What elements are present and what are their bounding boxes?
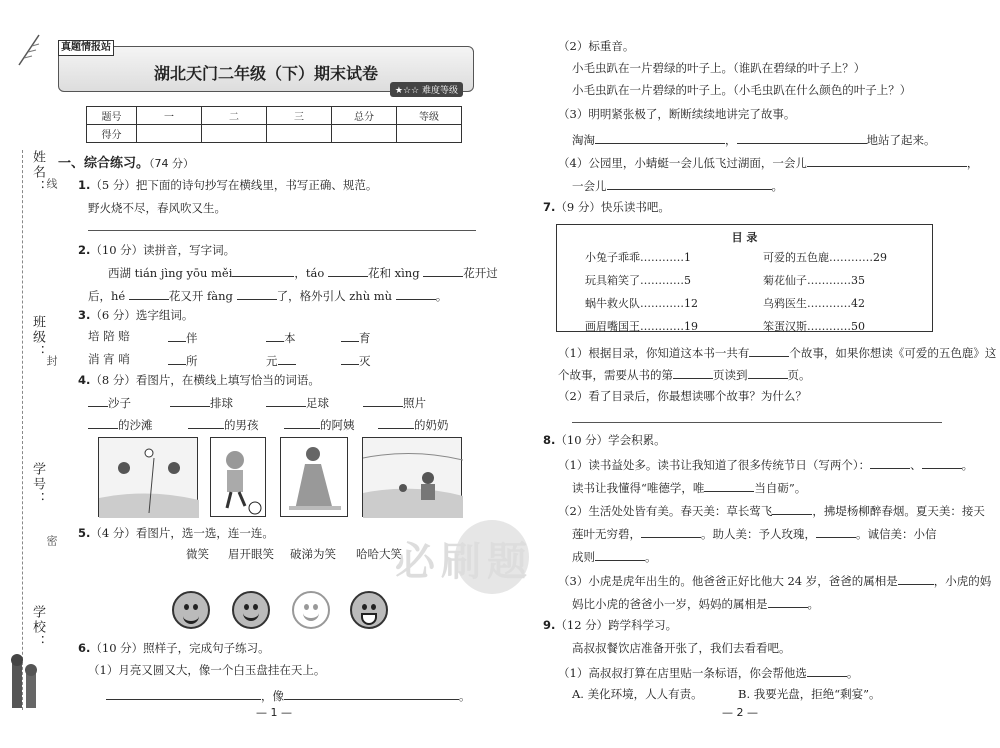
q4-number: 4.	[78, 373, 91, 387]
q4-row1	[88, 395, 426, 411]
q3-prompt	[78, 309, 193, 323]
q2-blank[interactable]	[129, 288, 169, 300]
q6-number: 6.	[78, 641, 91, 655]
toc-item: 可爱的五色鹿…………29	[763, 251, 887, 264]
q6-4-text: （4）公园里，小蜻蜓一会儿低飞过湖面，一会儿	[558, 156, 807, 170]
class-label: 班级：	[30, 315, 45, 360]
q5-prompt	[78, 527, 274, 541]
q2-pinyin: 。	[435, 289, 448, 303]
q8-number: 8.	[543, 433, 556, 447]
q6-4-blank[interactable]	[807, 155, 967, 167]
q3-row2	[88, 352, 371, 368]
q5-text: （4 分）看图片，选一选，连一连。	[90, 526, 274, 540]
score-table	[86, 106, 462, 143]
q9-text: 。	[846, 666, 859, 680]
q8-text: （1）读书益处多。读书让我知道了很多传统节日（写两个）：	[558, 458, 871, 472]
school-label: 学校：	[30, 605, 45, 650]
picture-boy-football	[210, 437, 266, 517]
q4-word: 足球	[306, 396, 329, 410]
score-input-cell[interactable]	[202, 125, 267, 143]
q2-pinyin: 花又开 fàng	[168, 289, 233, 303]
toc-title: 目 录	[731, 231, 758, 244]
toc-item-title: 菊花仙子	[763, 274, 807, 287]
q6-3-blank[interactable]	[595, 132, 725, 144]
q8-blank[interactable]	[898, 573, 934, 585]
toc-item-title: 可爱的五色鹿	[763, 251, 829, 264]
q8-text: （3）小虎是虎年出生的。他爸爸正好比他大 24 岁，爸爸的属相是	[558, 574, 898, 588]
binding-margin	[0, 0, 58, 748]
q2-blank[interactable]	[232, 265, 294, 277]
q6-2-sentence-b: 小毛虫趴在一片碧绿的叶子上。（小毛虫趴在什么颜色的叶子上？）	[572, 83, 912, 97]
q2-prompt	[78, 244, 235, 258]
header-tag: 真题情报站	[58, 40, 114, 56]
toc-item-page: 29	[873, 251, 887, 264]
q4-prompt	[78, 374, 320, 388]
toc-item: 蜗牛救火队…………12	[585, 297, 698, 310]
toc-item-page: 35	[851, 274, 865, 287]
q6-4-answer	[572, 178, 783, 194]
toc-item-page: 1	[684, 251, 691, 264]
q2-line1	[108, 265, 498, 281]
q8-text: 。	[807, 597, 819, 611]
q7-answer-line[interactable]	[572, 422, 942, 423]
q1-answer-line[interactable]	[88, 230, 476, 231]
toc-item-title: 蜗牛救火队	[585, 297, 640, 310]
watermark-text: 必刷题	[395, 539, 533, 585]
toc-item: 玩具箱笑了…………5	[585, 274, 691, 287]
toc-item: 小兔子乖乖…………1	[585, 251, 691, 264]
q8-sub2-line3	[572, 549, 657, 565]
q6-answer-row: ，像 。	[106, 688, 471, 704]
q8-sub1-line2	[572, 480, 806, 496]
q8-blank[interactable]	[641, 526, 701, 538]
q3-word: 所	[186, 354, 198, 368]
toc-item-page: 50	[851, 320, 865, 333]
toc-item-page: 5	[684, 274, 691, 287]
q7-sub1-line1	[558, 345, 996, 361]
bind-mark-xian: 线	[45, 178, 58, 189]
laughing-tears-face-icon[interactable]	[172, 591, 210, 629]
q9-prompt	[543, 619, 677, 633]
q2-pinyin: 西湖 tián jìng yōu měi	[108, 266, 233, 280]
q7-prompt	[543, 201, 670, 215]
q2-blank[interactable]	[328, 265, 368, 277]
q4-blank[interactable]	[88, 395, 108, 407]
q7-sub2: （2）看了目录后，你最想读哪个故事？为什么？	[558, 389, 807, 403]
q8-text: 妈比小虎的爸爸小一岁，妈妈的属相是	[572, 597, 768, 611]
q4-word: 的奶奶	[414, 418, 449, 432]
q3-choices: 培 陪 赔	[88, 329, 130, 343]
q8-text: 成则	[572, 550, 595, 564]
q9-intro: 高叔叔餐饮店准备开张了，我们去看看吧。	[572, 641, 791, 655]
q8-blank[interactable]	[816, 526, 856, 538]
q2-text: （10 分）读拼音，写字词。	[90, 243, 236, 257]
q8-blank[interactable]	[870, 457, 910, 469]
q9-text: （1）高叔叔打算在店里贴一条标语，你会帮他选	[558, 666, 807, 680]
q6-text: （10 分）照样子，完成句子练习。	[90, 641, 270, 655]
q6-2-sentence-a: 小毛虫趴在一片碧绿的叶子上。（谁趴在碧绿的叶子上？）	[572, 61, 866, 75]
q7-text: 页。	[787, 368, 811, 382]
q3-blank[interactable]	[278, 353, 296, 365]
q4-word: 的阿姨	[320, 418, 355, 432]
q7-blank[interactable]	[673, 367, 713, 379]
q7-blank[interactable]	[749, 345, 789, 357]
q1-poem: 野火烧不尽，春风吹又生。	[88, 201, 226, 215]
name-label: 姓名：	[30, 150, 45, 195]
q8-text: 当自砺”。	[754, 481, 807, 495]
q9-sub1	[558, 665, 858, 681]
score-input-cell[interactable]	[332, 125, 397, 143]
picture-grandma-sand	[362, 437, 462, 517]
q8-text: 莲叶无穷碧，	[572, 527, 641, 541]
q8-blank[interactable]	[922, 457, 962, 469]
score-header-cell: 二	[202, 107, 267, 125]
q8-blank[interactable]	[772, 503, 812, 515]
score-input-cell[interactable]	[397, 125, 462, 143]
q8-text: （2）生活处处皆有美。春天美：草长莺飞	[558, 504, 773, 518]
table-of-contents	[556, 224, 933, 332]
q1-text: （5 分）把下面的诗句抄写在横线里，书写正确、规范。	[90, 178, 378, 192]
bind-mark-mi: 密	[45, 535, 58, 546]
q2-pinyin: 花和 xìng	[367, 266, 420, 280]
q8-sub3-line2	[572, 596, 819, 612]
q8-text: 。	[645, 550, 657, 564]
picture-volleyball-beach	[98, 437, 198, 517]
q4-blank[interactable]	[170, 395, 210, 407]
toc-item-title: 乌鸦医生	[763, 297, 807, 310]
section-score: （74 分）	[149, 157, 195, 170]
toc-item-page: 12	[684, 297, 698, 310]
q3-blank[interactable]	[341, 353, 359, 365]
q2-line2	[88, 288, 447, 304]
q3-blank[interactable]	[341, 330, 359, 342]
q3-word: 育	[359, 331, 371, 345]
toc-item: 菊花仙子…………35	[763, 274, 865, 287]
q8-text: 读书让我懂得“唯德学，唯	[572, 481, 705, 495]
q8-blank[interactable]	[595, 549, 645, 561]
q7-text: （1）根据目录，你知道这本书一共有	[558, 346, 750, 360]
q8-sub2-line1	[558, 503, 985, 519]
q6-2-prompt: （2）标重音。	[558, 39, 635, 53]
q5-word-4[interactable]: 哈哈大笑	[356, 547, 402, 561]
q4-word: 的沙滩	[118, 418, 153, 432]
score-input-cell[interactable]	[267, 125, 332, 143]
score-header-cell: 等级	[397, 107, 462, 125]
q4-word: 沙子	[108, 396, 131, 410]
q4-blank[interactable]	[363, 395, 403, 407]
toc-item: 乌鸦医生…………42	[763, 297, 865, 310]
q5-word-1[interactable]: 微笑	[186, 547, 209, 561]
q7-text: 页读到	[713, 368, 748, 382]
q8-text: 、	[910, 458, 922, 472]
q3-word: 灭	[359, 354, 371, 368]
q6-4-period: 。	[771, 179, 783, 193]
slight-smile-face-icon[interactable]	[292, 591, 330, 629]
picture-woman-dress	[280, 437, 348, 517]
q2-number: 2.	[78, 243, 91, 257]
q8-blank[interactable]	[768, 596, 808, 608]
toc-item-title: 小兔子乖乖	[585, 251, 640, 264]
q8-text: ，拂堤杨柳醉春烟。夏天美：接天	[812, 504, 985, 518]
q6-3-comma: ，	[725, 133, 737, 147]
q4-blank[interactable]	[266, 395, 306, 407]
score-header-cell: 三	[267, 107, 332, 125]
q4-blank[interactable]	[88, 417, 118, 429]
q7-text: （9 分）快乐读书吧。	[555, 200, 670, 214]
toc-item: 笨蛋汉斯…………50	[763, 320, 865, 333]
q3-blank[interactable]	[266, 330, 284, 342]
q3-word: 元	[266, 354, 278, 368]
q4-blank[interactable]	[284, 417, 320, 429]
toc-item-page: 42	[851, 297, 865, 310]
q2-blank[interactable]	[423, 265, 463, 277]
page-number-right: — 2 —	[722, 706, 758, 719]
q6-example: （1）月亮又圆又大，像一个白玉盘挂在天上。	[88, 663, 326, 677]
exam-title: 湖北天门二年级（下）期末试卷	[153, 64, 378, 83]
score-input-cell[interactable]	[137, 125, 202, 143]
q7-blank[interactable]	[748, 367, 788, 379]
q2-blank[interactable]	[396, 288, 436, 300]
difficulty-badge: ★☆☆ 难度等级	[390, 82, 463, 97]
q8-prompt	[543, 434, 666, 448]
q3-blank[interactable]	[168, 353, 186, 365]
q7-number: 7.	[543, 200, 556, 214]
q7-text: 个故事，需要从书的第	[558, 368, 673, 382]
toc-item-page: 19	[684, 320, 698, 333]
q6-3-prompt: （3）明明紧张极了，断断续续地讲完了故事。	[558, 107, 796, 121]
q9-blank[interactable]	[807, 665, 847, 677]
q6-4-prompt	[558, 155, 978, 171]
q8-text: 。助人美：予人玫瑰，	[701, 527, 816, 541]
q6-4-yihuir: 一会儿	[572, 179, 607, 193]
q6-blank[interactable]	[284, 688, 459, 700]
toc-item-title: 画眉嘴国王	[585, 320, 640, 333]
q9-number: 9.	[543, 618, 556, 632]
toc-item: 画眉嘴国王…………19	[585, 320, 698, 333]
q3-number: 3.	[78, 308, 91, 322]
q6-3-answer	[572, 132, 936, 148]
q6-blank[interactable]	[106, 688, 261, 700]
q4-blank[interactable]	[378, 417, 414, 429]
score-header-cell: 总分	[332, 107, 397, 125]
q2-pinyin: 后，hé	[88, 289, 126, 303]
q6-4-comma: ，	[966, 156, 979, 170]
q8-text: 。诚信美：小信	[856, 527, 937, 541]
q4-row2	[88, 417, 449, 433]
q9-text: （12 分）跨学科学习。	[555, 618, 678, 632]
q3-text: （6 分）选字组词。	[90, 308, 194, 322]
q5-word-2[interactable]: 眉开眼笑	[228, 547, 274, 561]
q3-choices: 消 宵 哨	[88, 352, 130, 366]
q8-text: 。	[961, 458, 974, 472]
q1-number: 1.	[78, 178, 91, 192]
q4-word: 的男孩	[224, 418, 259, 432]
smile-face-icon[interactable]	[232, 591, 270, 629]
q8-sub3-line1	[558, 573, 991, 589]
section-heading: 一、综合练习。	[58, 156, 150, 171]
q2-pinyin: ，táo	[294, 266, 325, 280]
q9-option-a[interactable]: A. 美化环境，人人有责。	[572, 687, 703, 701]
score-label-cell: 得分	[87, 125, 137, 143]
q6-3-subject: 淘淘	[572, 133, 595, 147]
q6-connector: ，像	[261, 689, 284, 703]
q4-blank[interactable]	[188, 417, 224, 429]
toc-item-title: 玩具箱笑了	[585, 274, 640, 287]
page-number-left: — 1 —	[256, 706, 292, 719]
q3-word: 伴	[186, 331, 198, 345]
q2-pinyin: 了，格外引人 zhù mù	[276, 289, 393, 303]
big-laugh-face-icon[interactable]	[350, 591, 388, 629]
plant-decoration-icon	[8, 650, 46, 710]
q6-prompt	[78, 642, 270, 656]
q4-text: （8 分）看图片，在横线上填写恰当的词语。	[90, 373, 320, 387]
q5-word-3[interactable]: 破涕为笑	[290, 547, 336, 561]
q3-word: 本	[284, 331, 296, 345]
q7-sub1-line2	[558, 367, 811, 383]
q1-prompt	[78, 179, 377, 193]
q8-blank[interactable]	[704, 480, 754, 492]
exam-header	[58, 46, 474, 96]
q9-option-b[interactable]: B. 我要光盘，拒绝“剩宴”。	[738, 687, 881, 701]
q7-text: 个故事，如果你想读《可爱的五色鹿》这	[789, 346, 997, 360]
q8-text: （10 分）学会积累。	[555, 433, 666, 447]
id-label: 学号：	[30, 462, 45, 507]
q4-word: 排球	[210, 396, 233, 410]
score-header-cell: 一	[137, 107, 202, 125]
leaf-decoration-icon	[14, 30, 44, 70]
q6-3-blank[interactable]	[737, 132, 867, 144]
q5-number: 5.	[78, 526, 91, 540]
cut-line	[22, 150, 23, 710]
q8-sub1-line1	[558, 457, 973, 473]
q2-blank[interactable]	[237, 288, 277, 300]
q3-row1	[88, 329, 371, 345]
q2-pinyin: 花开过	[463, 266, 498, 280]
score-header-cell: 题号	[87, 107, 137, 125]
section-title	[58, 152, 194, 171]
q4-word: 照片	[403, 396, 426, 410]
q8-sub2-line2	[572, 526, 937, 542]
q6-4-blank[interactable]	[607, 178, 772, 190]
toc-item-title: 笨蛋汉斯	[763, 320, 807, 333]
q6-3-ending: 地站了起来。	[866, 133, 936, 147]
bind-mark-feng: 封	[45, 355, 58, 366]
q3-blank[interactable]	[168, 330, 186, 342]
q8-text: ，小虎的妈	[933, 574, 992, 588]
